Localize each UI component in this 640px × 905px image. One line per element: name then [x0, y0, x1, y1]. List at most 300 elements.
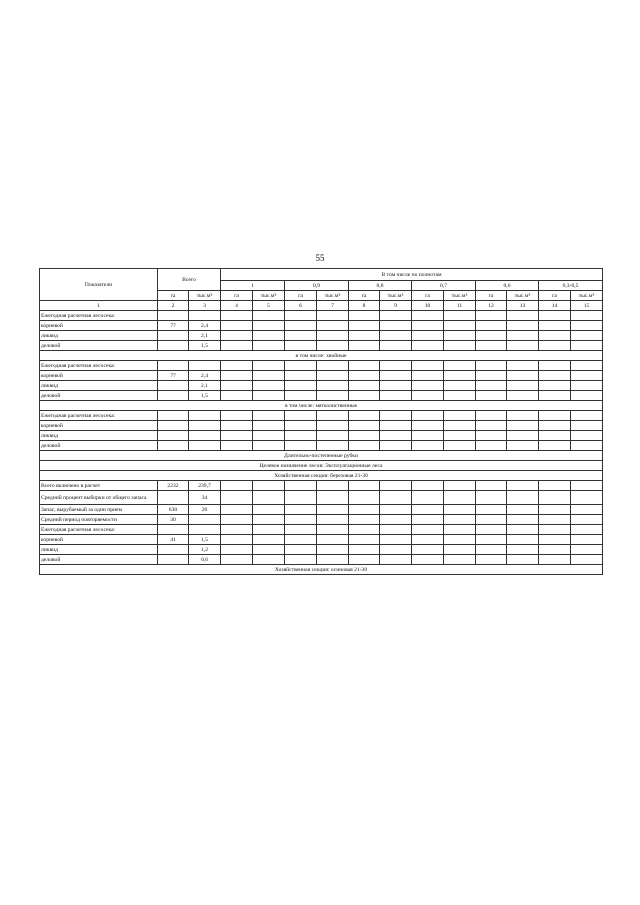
- cell-empty: [221, 361, 253, 371]
- cell-empty: [539, 381, 571, 391]
- cell-total-volume: 2,4: [189, 321, 221, 331]
- table-row: [40, 515, 603, 525]
- cell-empty: [476, 361, 507, 371]
- cell-empty: [539, 515, 571, 525]
- table-row: [40, 341, 603, 351]
- cell-empty: [221, 491, 253, 505]
- cell-empty: [285, 411, 317, 421]
- cell-empty: [571, 525, 603, 535]
- header-indicators: Показатели: [40, 269, 158, 301]
- cell-empty: [476, 525, 507, 535]
- cell-empty: [253, 525, 285, 535]
- header-density: 0,3-0,5: [539, 281, 603, 291]
- cell-empty: [476, 555, 507, 565]
- cell-empty: [285, 431, 317, 441]
- cell-empty: [476, 411, 507, 421]
- column-number: 8: [349, 301, 380, 311]
- cell-empty: [253, 371, 285, 381]
- cell-total-volume: 239,7: [189, 481, 221, 491]
- cell-empty: [221, 411, 253, 421]
- cell-total-volume: [189, 311, 221, 321]
- cell-empty: [221, 371, 253, 381]
- cell-total-ha: 77: [158, 321, 189, 331]
- cell-empty: [507, 421, 539, 431]
- cell-empty: [221, 391, 253, 401]
- cell-empty: [476, 431, 507, 441]
- cell-empty: [444, 311, 476, 321]
- cell-empty: [412, 555, 444, 565]
- header-density: 0,7: [412, 281, 476, 291]
- cell-empty: [349, 421, 380, 431]
- cell-empty: [412, 525, 444, 535]
- cell-total-volume: [189, 421, 221, 431]
- table-row: [40, 321, 603, 331]
- row-label: деловой: [40, 341, 158, 351]
- cell-empty: [349, 361, 380, 371]
- cell-empty: [571, 411, 603, 421]
- cell-empty: [380, 391, 412, 401]
- allowable-cut-table: [39, 268, 603, 575]
- cell-empty: [380, 341, 412, 351]
- cell-empty: [380, 361, 412, 371]
- cell-total-ha: [158, 555, 189, 565]
- section-row: [40, 451, 603, 461]
- cell-empty: [285, 321, 317, 331]
- cell-empty: [285, 421, 317, 431]
- row-label: Ежегодная расчетная лесосека:: [40, 525, 158, 535]
- cell-empty: [317, 545, 349, 555]
- cell-total-volume: [189, 431, 221, 441]
- cell-empty: [380, 421, 412, 431]
- cell-total-volume: 34: [189, 491, 221, 505]
- cell-empty: [476, 331, 507, 341]
- section-title: в том числе: хвойные: [40, 351, 603, 361]
- cell-total-ha: [158, 411, 189, 421]
- section-row: [40, 351, 603, 361]
- column-number: 15: [571, 301, 603, 311]
- column-number: 13: [507, 301, 539, 311]
- cell-empty: [253, 391, 285, 401]
- header-unit-volume: [317, 291, 349, 301]
- cell-total-volume: 20: [189, 505, 221, 515]
- cell-empty: [571, 391, 603, 401]
- cell-empty: [507, 361, 539, 371]
- cell-empty: [539, 491, 571, 505]
- cell-empty: [507, 311, 539, 321]
- cell-empty: [571, 341, 603, 351]
- cell-empty: [507, 371, 539, 381]
- unit-volume-label: тыс.м: [324, 292, 339, 299]
- cell-empty: [444, 555, 476, 565]
- cell-empty: [349, 515, 380, 525]
- cell-empty: [253, 441, 285, 451]
- cell-empty: [571, 331, 603, 341]
- section-row: [40, 565, 603, 575]
- cell-empty: [507, 441, 539, 451]
- unit-volume-exponent: 3: [338, 291, 341, 297]
- cell-total-volume: 1,5: [189, 341, 221, 351]
- cell-empty: [412, 545, 444, 555]
- unit-volume-label: тыс.м: [514, 292, 529, 299]
- cell-empty: [539, 311, 571, 321]
- unit-volume-label: тыс.м: [451, 292, 466, 299]
- cell-empty: [221, 505, 253, 515]
- row-label: Ежегодная расчетная лесосека:: [40, 311, 158, 321]
- cell-total-volume: [189, 361, 221, 371]
- cell-empty: [571, 311, 603, 321]
- cell-empty: [412, 371, 444, 381]
- cell-empty: [221, 441, 253, 451]
- cell-empty: [349, 381, 380, 391]
- cell-empty: [349, 321, 380, 331]
- cell-empty: [507, 545, 539, 555]
- cell-empty: [285, 341, 317, 351]
- cell-empty: [317, 391, 349, 401]
- cell-empty: [444, 525, 476, 535]
- cell-empty: [412, 341, 444, 351]
- cell-total-ha: [158, 491, 189, 505]
- cell-total-ha: 41: [158, 535, 189, 545]
- cell-empty: [380, 331, 412, 341]
- cell-empty: [317, 331, 349, 341]
- cell-empty: [221, 535, 253, 545]
- cell-empty: [571, 481, 603, 491]
- cell-empty: [539, 555, 571, 565]
- cell-empty: [507, 321, 539, 331]
- header-unit-ha: га: [539, 291, 571, 301]
- cell-empty: [476, 515, 507, 525]
- cell-empty: [253, 555, 285, 565]
- cell-empty: [221, 525, 253, 535]
- cell-empty: [221, 421, 253, 431]
- cell-empty: [444, 481, 476, 491]
- cell-empty: [349, 505, 380, 515]
- cell-total-ha: [158, 525, 189, 535]
- cell-empty: [349, 491, 380, 505]
- cell-empty: [507, 535, 539, 545]
- cell-empty: [571, 421, 603, 431]
- cell-total-volume: [189, 411, 221, 421]
- cell-empty: [317, 311, 349, 321]
- row-label: корневой: [40, 321, 158, 331]
- cell-empty: [444, 515, 476, 525]
- cell-empty: [507, 411, 539, 421]
- cell-empty: [539, 371, 571, 381]
- cell-empty: [571, 505, 603, 515]
- cell-total-volume: 1,2: [189, 545, 221, 555]
- cell-empty: [349, 391, 380, 401]
- table-row: [40, 491, 603, 505]
- cell-empty: [253, 361, 285, 371]
- cell-empty: [507, 555, 539, 565]
- cell-empty: [412, 515, 444, 525]
- cell-empty: [476, 311, 507, 321]
- cell-empty: [285, 545, 317, 555]
- cell-total-ha: [158, 545, 189, 555]
- cell-empty: [571, 491, 603, 505]
- cell-empty: [285, 525, 317, 535]
- unit-volume-exponent: 3: [592, 291, 595, 297]
- cell-empty: [444, 505, 476, 515]
- table-row: [40, 481, 603, 491]
- cell-empty: [380, 505, 412, 515]
- cell-empty: [349, 311, 380, 321]
- cell-empty: [285, 481, 317, 491]
- cell-empty: [476, 421, 507, 431]
- unit-volume-exponent: 3: [528, 291, 531, 297]
- cell-total-ha: 2232: [158, 481, 189, 491]
- cell-total-volume: [189, 441, 221, 451]
- unit-volume-exponent: 3: [465, 291, 468, 297]
- section-title: Хозяйственная секция: осиновая 21-30: [40, 565, 603, 575]
- table-row: [40, 545, 603, 555]
- cell-empty: [349, 481, 380, 491]
- cell-empty: [317, 341, 349, 351]
- cell-empty: [221, 555, 253, 565]
- column-number: 5: [253, 301, 285, 311]
- cell-empty: [476, 535, 507, 545]
- column-number: 12: [476, 301, 507, 311]
- cell-empty: [221, 341, 253, 351]
- cell-empty: [349, 371, 380, 381]
- section-row: [40, 471, 603, 481]
- unit-volume-exponent: 3: [210, 291, 213, 297]
- cell-empty: [253, 381, 285, 391]
- cell-total-ha: [158, 381, 189, 391]
- cell-total-volume: 1,5: [189, 391, 221, 401]
- cell-empty: [476, 371, 507, 381]
- cell-empty: [507, 381, 539, 391]
- cell-empty: [285, 361, 317, 371]
- cell-empty: [539, 391, 571, 401]
- header-unit-ha: га: [158, 291, 189, 301]
- unit-volume-exponent: 3: [274, 291, 277, 297]
- cell-empty: [349, 525, 380, 535]
- cell-empty: [253, 341, 285, 351]
- header-row: [40, 269, 603, 281]
- cell-empty: [349, 555, 380, 565]
- cell-empty: [380, 381, 412, 391]
- cell-empty: [476, 441, 507, 451]
- cell-empty: [253, 321, 285, 331]
- cell-empty: [476, 391, 507, 401]
- cell-total-ha: [158, 431, 189, 441]
- column-number: 11: [444, 301, 476, 311]
- cell-empty: [571, 555, 603, 565]
- column-number: 7: [317, 301, 349, 311]
- table-row: [40, 331, 603, 341]
- cell-total-volume: 2,4: [189, 371, 221, 381]
- cell-total-ha: [158, 391, 189, 401]
- cell-total-ha: 30: [158, 515, 189, 525]
- cell-empty: [444, 331, 476, 341]
- header-including: В том числе по полнотам: [221, 269, 603, 281]
- table-row: [40, 381, 603, 391]
- cell-empty: [349, 341, 380, 351]
- cell-empty: [539, 525, 571, 535]
- cell-total-ha: [158, 341, 189, 351]
- cell-empty: [571, 441, 603, 451]
- cell-empty: [412, 491, 444, 505]
- cell-empty: [380, 311, 412, 321]
- row-label: Запас, вырубаемый за один прием: [40, 505, 158, 515]
- section-title: в том числе: мягколиственные: [40, 401, 603, 411]
- cell-empty: [253, 311, 285, 321]
- cell-empty: [571, 371, 603, 381]
- unit-volume-label: тыс.м: [387, 292, 402, 299]
- header-unit-volume: [571, 291, 603, 301]
- row-label: Ежегодная расчетная лесосека:: [40, 361, 158, 371]
- cell-empty: [380, 515, 412, 525]
- header-unit-volume: [444, 291, 476, 301]
- header-density: 0,9: [285, 281, 349, 291]
- cell-empty: [444, 371, 476, 381]
- cell-empty: [507, 331, 539, 341]
- column-number-row: [40, 301, 603, 311]
- cell-empty: [539, 321, 571, 331]
- section-row: [40, 461, 603, 471]
- cell-empty: [285, 311, 317, 321]
- column-number: 10: [412, 301, 444, 311]
- cell-empty: [380, 481, 412, 491]
- row-label: деловой: [40, 555, 158, 565]
- cell-total-ha: [158, 421, 189, 431]
- cell-empty: [444, 545, 476, 555]
- cell-empty: [285, 331, 317, 341]
- header-unit-ha: га: [412, 291, 444, 301]
- cell-empty: [412, 311, 444, 321]
- header-density: 1: [221, 281, 285, 291]
- row-label: Ежегодная расчетная лесосека:: [40, 411, 158, 421]
- cell-total-volume: 1,5: [189, 535, 221, 545]
- cell-empty: [412, 321, 444, 331]
- row-label: корневой: [40, 371, 158, 381]
- cell-empty: [571, 321, 603, 331]
- cell-empty: [317, 321, 349, 331]
- header-unit-ha: га: [476, 291, 507, 301]
- row-label: деловой: [40, 441, 158, 451]
- page-number: 55: [315, 253, 325, 263]
- table-row: [40, 311, 603, 321]
- row-label: ликвид: [40, 331, 158, 341]
- cell-empty: [412, 331, 444, 341]
- cell-empty: [349, 545, 380, 555]
- cell-empty: [317, 411, 349, 421]
- cell-empty: [349, 331, 380, 341]
- cell-empty: [539, 431, 571, 441]
- table-row: [40, 421, 603, 431]
- cell-empty: [317, 361, 349, 371]
- unit-volume-label: тыс.м: [260, 292, 275, 299]
- row-label: корневой: [40, 535, 158, 545]
- table-row: [40, 391, 603, 401]
- cell-empty: [221, 545, 253, 555]
- column-number: 4: [221, 301, 253, 311]
- cell-empty: [253, 491, 285, 505]
- cell-total-volume: [189, 525, 221, 535]
- cell-empty: [349, 441, 380, 451]
- row-label: Средний процент выборки от общего запаса: [40, 491, 158, 505]
- cell-empty: [539, 441, 571, 451]
- cell-empty: [285, 371, 317, 381]
- cell-total-ha: [158, 361, 189, 371]
- cell-empty: [221, 431, 253, 441]
- cell-empty: [380, 535, 412, 545]
- cell-empty: [380, 525, 412, 535]
- cell-empty: [539, 421, 571, 431]
- cell-empty: [253, 481, 285, 491]
- cell-empty: [349, 411, 380, 421]
- cell-empty: [253, 535, 285, 545]
- cell-empty: [476, 545, 507, 555]
- cell-empty: [412, 481, 444, 491]
- cell-empty: [253, 411, 285, 421]
- cell-empty: [412, 421, 444, 431]
- cell-empty: [221, 331, 253, 341]
- row-label: деловой: [40, 391, 158, 401]
- cell-total-ha: [158, 331, 189, 341]
- cell-empty: [444, 431, 476, 441]
- cell-total-ha: [158, 441, 189, 451]
- cell-empty: [412, 535, 444, 545]
- cell-empty: [571, 535, 603, 545]
- section-row: [40, 401, 603, 411]
- cell-empty: [380, 441, 412, 451]
- cell-empty: [317, 525, 349, 535]
- row-label: Средний период повторяемости: [40, 515, 158, 525]
- header-density: 0,6: [476, 281, 539, 291]
- cell-empty: [539, 535, 571, 545]
- cell-total-volume: 0,6: [189, 555, 221, 565]
- section-title: Целевое назначение лесов: Эксплуатационные леса: [40, 461, 603, 471]
- cell-empty: [476, 341, 507, 351]
- cell-empty: [253, 515, 285, 525]
- column-number: 2: [158, 301, 189, 311]
- cell-total-volume: 2,1: [189, 381, 221, 391]
- cell-empty: [444, 381, 476, 391]
- cell-empty: [412, 381, 444, 391]
- column-number: 3: [189, 301, 221, 311]
- table-row: [40, 441, 603, 451]
- cell-empty: [380, 555, 412, 565]
- cell-empty: [380, 321, 412, 331]
- cell-empty: [539, 331, 571, 341]
- row-label: корневой: [40, 421, 158, 431]
- cell-empty: [412, 505, 444, 515]
- column-number: 1: [40, 301, 158, 311]
- cell-empty: [539, 361, 571, 371]
- cell-empty: [380, 411, 412, 421]
- cell-total-ha: 77: [158, 371, 189, 381]
- cell-empty: [317, 555, 349, 565]
- cell-empty: [444, 421, 476, 431]
- cell-empty: [571, 431, 603, 441]
- cell-empty: [539, 505, 571, 515]
- header-total: Всего: [158, 269, 221, 291]
- row-label: ликвид: [40, 545, 158, 555]
- header-unit-volume: [507, 291, 539, 301]
- cell-empty: [317, 431, 349, 441]
- cell-total-volume: 2,1: [189, 331, 221, 341]
- column-number: 6: [285, 301, 317, 311]
- cell-empty: [412, 411, 444, 421]
- cell-empty: [571, 381, 603, 391]
- column-number: 14: [539, 301, 571, 311]
- cell-empty: [285, 441, 317, 451]
- cell-empty: [317, 535, 349, 545]
- cell-empty: [285, 555, 317, 565]
- cell-empty: [444, 341, 476, 351]
